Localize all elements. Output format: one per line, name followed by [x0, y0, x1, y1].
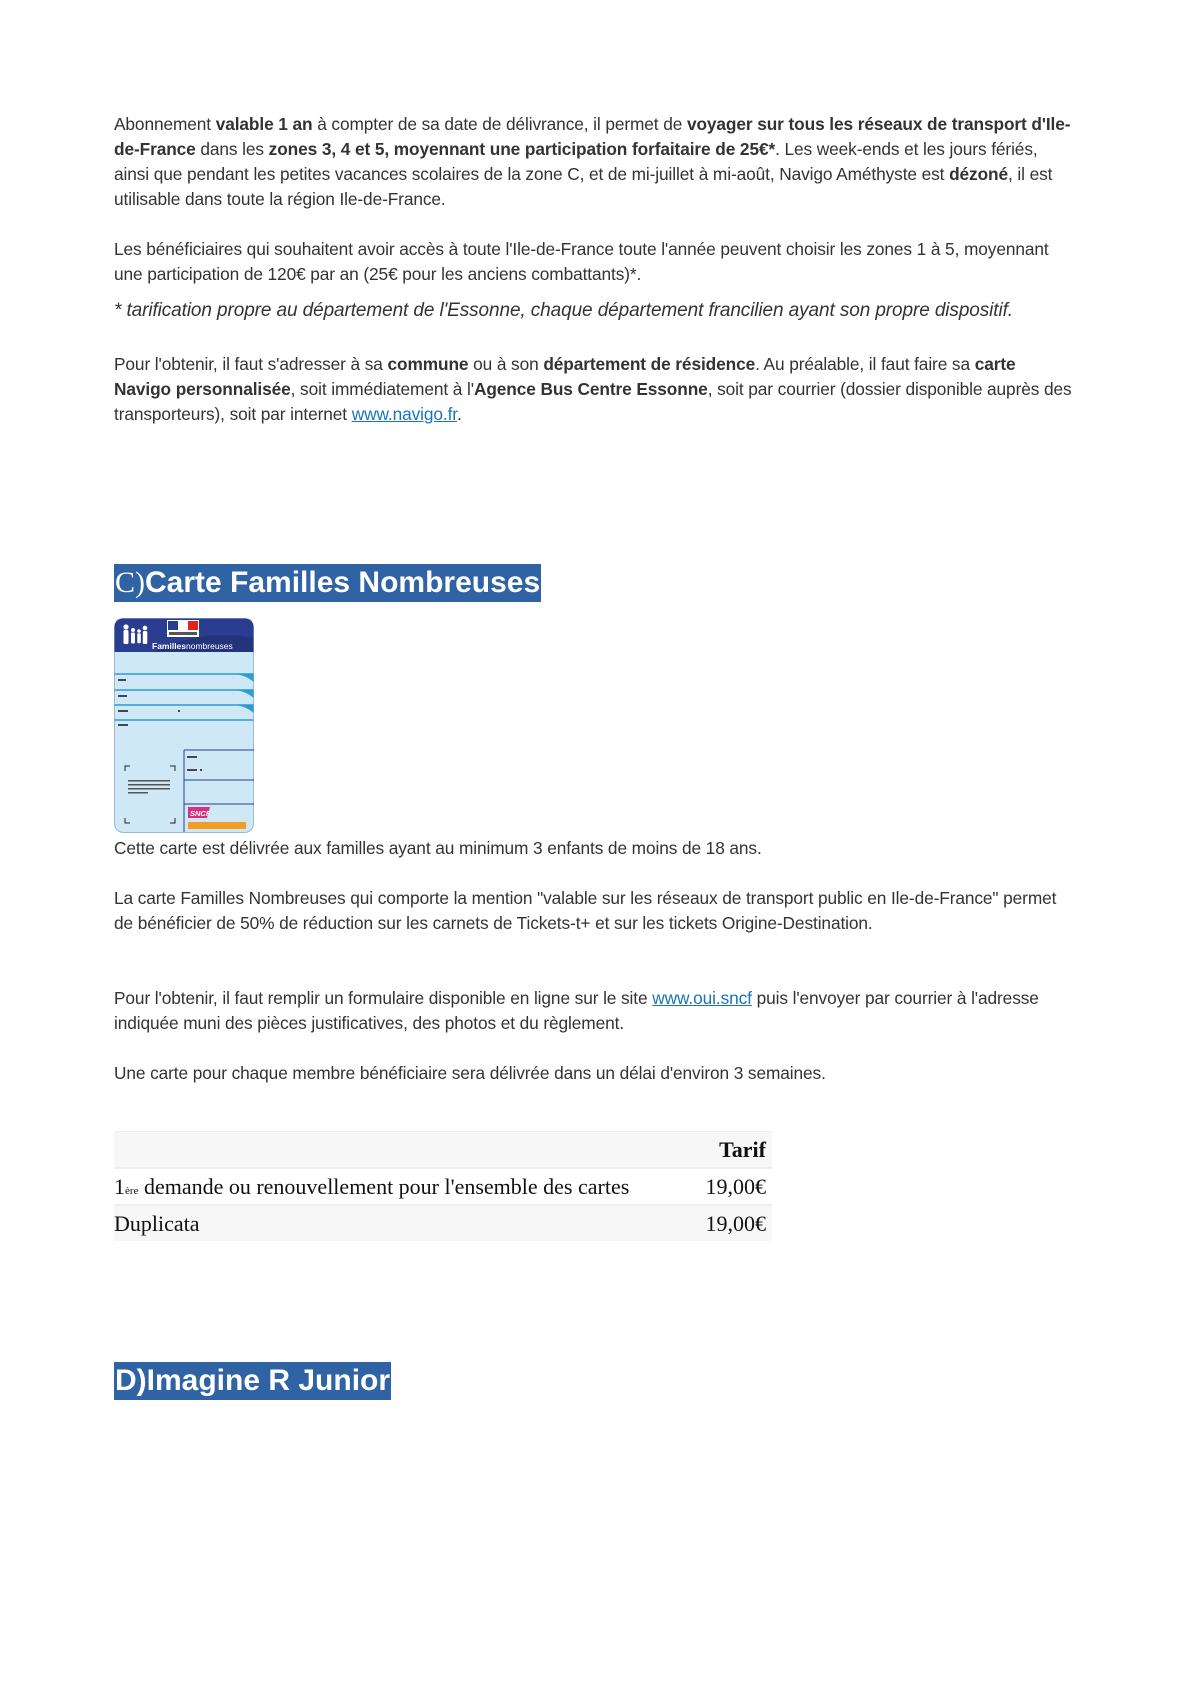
- how-to-obtain-card: [114, 986, 1074, 1036]
- text: Abonnement: [114, 114, 216, 134]
- text: . Au préalable, il faut faire sa: [755, 354, 975, 374]
- bold-text: Agence Bus Centre Essonne: [473, 379, 708, 399]
- text: puis l'envoyer par courrier à l'adresse indiquée muni des pièces justificatives, des photos et du règlement.: [114, 988, 1039, 1033]
- table-header-tarif: Tarif: [698, 1132, 772, 1169]
- how-to-obtain-navigo: [114, 352, 1074, 427]
- navigo-link[interactable]: www.navigo.fr: [351, 404, 458, 424]
- text: , soit immédiatement à l': [290, 379, 474, 399]
- section-c-heading: [114, 564, 541, 602]
- section-d-heading: D)Imagine R Junior: [114, 1362, 391, 1400]
- bold-text: voyager sur tous les réseaux de transport d'Ile-de-France: [114, 114, 1071, 159]
- eligibility-paragraph: Cette carte est délivrée aux familles ayant au minimum 3 enfants de moins de 18 ans.: [114, 838, 762, 858]
- bold-text: département de résidence: [543, 354, 756, 374]
- card-brand-bold: Familles: [152, 641, 187, 651]
- beneficiaries-paragraph: Les bénéficiaires qui souhaitent avoir accès à toute l'Ile-de-France toute l'année peuvent choisir les zones 1 à 5, moyennant une participation de 120€ par an (25€ pour les anciens combattants)*.: [114, 239, 1049, 284]
- card-illustration: [114, 618, 254, 833]
- oui-sncf-link[interactable]: www.oui.sncf: [652, 988, 752, 1008]
- table-cell-price: 19,00€: [698, 1168, 772, 1205]
- navigo-amethyste-description: [114, 112, 1074, 212]
- text: à compter de sa date de délivrance, il permet de: [312, 114, 687, 134]
- bold-text: carte Navigo personnalisée: [114, 354, 1016, 399]
- text: ou à son: [468, 354, 544, 374]
- heading-text: Carte Familles Nombreuses: [145, 566, 541, 599]
- text: , il est utilisable dans toute la région Ile-de-France.: [114, 164, 1053, 209]
- row-label: demande ou renouvellement pour l'ensemble des cartes: [138, 1173, 630, 1199]
- heading-letter: C): [115, 566, 145, 599]
- text: Pour l'obtenir, il faut remplir un formulaire disponible en ligne sur le site: [114, 988, 653, 1008]
- bold-text: zones 3, 4 et 5, moyennant une participation forfaitaire de 25€*: [268, 139, 776, 159]
- footnote: [114, 298, 1074, 323]
- table-row: [114, 1205, 772, 1241]
- delivery-delay-paragraph: Une carte pour chaque membre bénéficiaire sera délivrée dans un délai d'environ 3 semaines.: [114, 1063, 826, 1083]
- text: .: [457, 404, 462, 424]
- table-cell-label: Duplicata: [114, 1205, 698, 1241]
- ordinal-suffix: ère: [125, 1184, 139, 1197]
- familles-nombreuses-card-image: [114, 618, 254, 833]
- text: , soit par courrier (dossier disponible auprès des transporteurs), soit par internet: [114, 379, 1072, 424]
- bold-text: dézoné: [949, 164, 1009, 184]
- footnote-text: * tarification propre au département de l'Essonne, chaque département francilien ayant son propre dispositif.: [114, 300, 1013, 321]
- sncf-logo: SNCF: [190, 809, 211, 818]
- text: Pour l'obtenir, il faut s'adresser à sa: [114, 354, 388, 374]
- table-header-empty: [114, 1132, 698, 1169]
- table-cell-label: [114, 1168, 698, 1205]
- ordinal-number: 1: [114, 1173, 125, 1199]
- table-header-row: [114, 1132, 772, 1169]
- bold-text: valable 1 an: [215, 114, 313, 134]
- discount-paragraph: La carte Familles Nombreuses qui comporte la mention "valable sur les réseaux de transport public en Ile-de-France" permet de bénéficier de 50% de réduction sur les carnets de Tickets-t+ et sur les tickets Origine-Destination.: [114, 888, 1057, 933]
- table-cell-price: 19,00€: [698, 1205, 772, 1241]
- text: . Les week-ends et les jours fériés, ainsi que pendant les petites vacances scolaires de la zone C, et de mi-juillet à mi-août, Navigo Améthyste est: [114, 139, 1038, 184]
- card-brand-light: nombreuses: [186, 641, 233, 651]
- text: dans les: [195, 139, 269, 159]
- table-row: [114, 1168, 772, 1205]
- bold-text: commune: [387, 354, 469, 374]
- tarif-table: [114, 1131, 772, 1241]
